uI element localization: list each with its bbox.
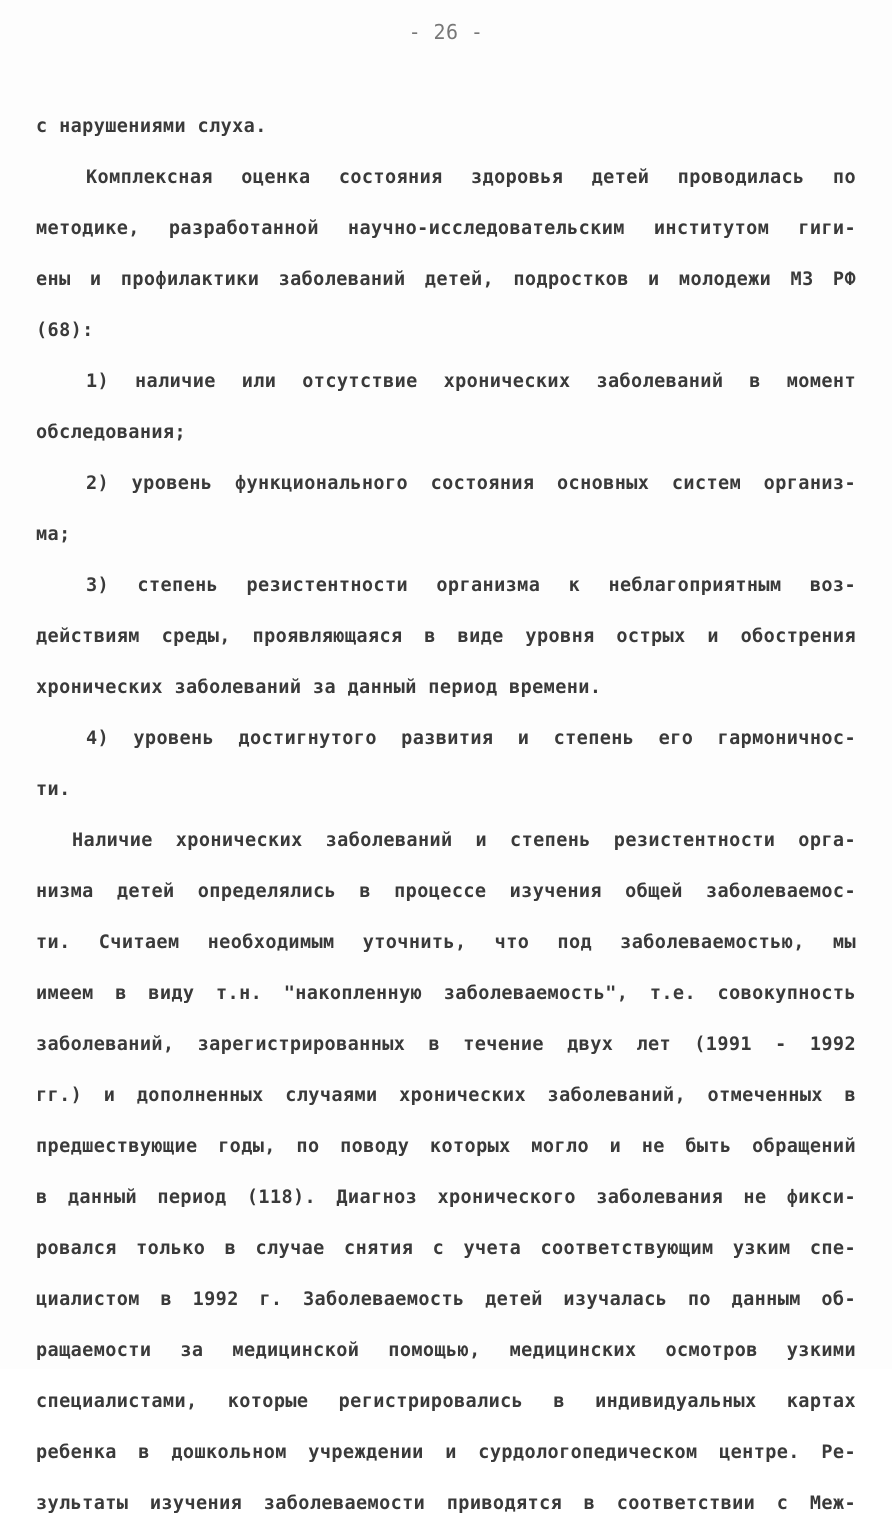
text-line: имеем в виду т.н. "накопленную заболеваемость", т.е. совокупность: [36, 983, 856, 1004]
text-line: ребенка в дошкольном учреждении и сурдологопедическом центре. Ре-: [36, 1442, 856, 1463]
text-line: 1) наличие или отсутствие хронических заболеваний в момент: [86, 371, 856, 392]
text-line: ма;: [36, 524, 71, 545]
text-line: в данный период (118). Диагноз хронического заболевания не фикси-: [36, 1187, 856, 1208]
body-text: [36, 110, 856, 1520]
text-line: Наличие хронических заболеваний и степень резистентности орга-: [72, 830, 856, 851]
text-line: ти.: [36, 779, 71, 800]
text-line: Комплексная оценка состояния здоровья детей проводилась по: [86, 167, 856, 188]
text-line: 3) степень резистентности организма к неблагоприятным воз-: [86, 575, 856, 596]
text-line: (68):: [36, 320, 94, 341]
text-line: с нарушениями слуха.: [36, 116, 267, 137]
text-line: ены и профилактики заболеваний детей, подростков и молодежи МЗ РФ: [36, 269, 856, 290]
text-line: низма детей определялись в процессе изучения общей заболеваемос-: [36, 881, 856, 902]
text-line: обследования;: [36, 422, 186, 443]
text-line: специалистами, которые регистрировались в индивидуальных картах: [36, 1391, 856, 1412]
text-line: 2) уровень функционального состояния основных систем организ-: [86, 473, 856, 494]
text-line: методике, разработанной научно-исследовательским институтом гиги-: [36, 218, 856, 239]
text-line: заболеваний, зарегистрированных в течение двух лет (1991 - 1992: [36, 1034, 856, 1055]
text-line: гг.) и дополненных случаями хронических заболеваний, отмеченных в: [36, 1085, 856, 1106]
text-line: предшествующие годы, по поводу которых могло и не быть обращений: [36, 1136, 856, 1157]
page-number: - 26 -: [408, 20, 484, 44]
text-line: ти. Считаем необходимым уточнить, что под заболеваемостью, мы: [36, 932, 856, 953]
text-line: циалистом в 1992 г. Заболеваемость детей изучалась по данным об-: [36, 1289, 856, 1310]
text-line: ровался только в случае снятия с учета соответствующим узким спе-: [36, 1238, 856, 1259]
text-line: 4) уровень достигнутого развития и степень его гармоничнос-: [86, 728, 856, 749]
text-line: ращаемости за медицинской помощью, медицинских осмотров узкими: [36, 1340, 856, 1361]
text-line: зультаты изучения заболеваемости приводятся в соответствии с Меж-: [36, 1493, 856, 1514]
text-line: действиям среды, проявляющаяся в виде уровня острых и обострения: [36, 626, 856, 647]
text-line: хронических заболеваний за данный период времени.: [36, 677, 602, 698]
